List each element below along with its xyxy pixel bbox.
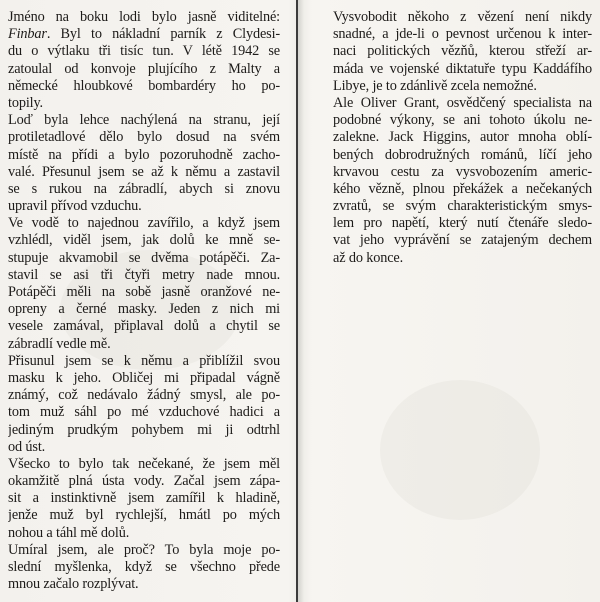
text-line: naci politických vězňů, kterou střeží ar- — [333, 43, 592, 60]
text-line: stavil se asi tři čtyři metry nade mnou. — [8, 266, 280, 283]
text-line: valé. Přesunul jsem se až k němu a zastavil — [8, 163, 280, 180]
text-line: bených dobrodružných románů, líčí jeho — [333, 146, 592, 163]
text-line: nohou a táhl mě dolů. — [8, 524, 130, 541]
text-line: zalekne. Jack Higgins, autor mnoha oblí- — [333, 129, 592, 146]
text-line: mnou začalo rozplývat. — [8, 576, 139, 593]
text-line: německé hloubkové bombardéry ho po- — [8, 77, 280, 94]
text-line: stupuje akvamobil se dvěma potápěči. Za- — [8, 249, 280, 266]
text-line: zvratů, se svým charakteristickým smys- — [333, 198, 592, 215]
text-line: od úst. — [8, 438, 46, 455]
text-line: jenže muž byl rychlejší, hmátl po mých — [8, 507, 280, 524]
text-line: kého vězně, plnou překážek a nečekaných — [333, 180, 592, 197]
text-line: Libye, je to zdánlivě zcela nemožné. — [333, 77, 537, 94]
text-line: známý, což nedávalo žádný smysl, ale po- — [8, 387, 280, 404]
text-line: du o výtlaku tři tisíc tun. V létě 1942 se — [8, 43, 280, 60]
paper-stain — [380, 380, 540, 520]
left-page-text — [8, 9, 280, 593]
text-line: Všecko to bylo tak nečekané, že jsem měl — [8, 455, 280, 472]
text-line: Umíral jsem, ale proč? To byla moje po- — [8, 541, 280, 558]
text-line: lem pro napětí, který nutí čtenáře sledo- — [333, 215, 592, 232]
text-line: sit a instinktivně jsem zamířil k hladině, — [8, 490, 280, 507]
text-line: Vysvobodit někoho z vězení není nikdy — [333, 9, 592, 25]
text-line: vat jeho vyprávění se zatajeným dechem — [333, 232, 592, 249]
text-line: jediným prudkým pohybem mi ji odtrhl — [8, 421, 280, 438]
text-line: opreny a černé masky. Jeden z nich mi — [8, 301, 280, 318]
page-fold-shadow — [298, 0, 304, 602]
text-line: se s rukou na zábradlí, abych si znovu — [8, 180, 280, 197]
text-line: Potápěči měli na sobě jasně oranžové ne- — [8, 284, 280, 300]
text-line: zábradlí vedle mě. — [8, 335, 111, 352]
text-line: vesele zamával, připlaval dolů a chytil se — [8, 318, 280, 335]
text-line: protiletadlové dělo bylo dosud na svém — [8, 129, 280, 146]
text-line: vzhlédl, viděl jsem, jak dolů ke mně se- — [8, 232, 280, 249]
text-line: Přisunul jsem se k němu a přiblížil svou — [8, 352, 280, 369]
text-line: podobné výkony, se ani tohoto úkolu ne- — [333, 112, 592, 129]
text-line: Finbar. Byl to nákladní parník z Clydesi- — [8, 26, 280, 43]
text-line: místě na přídi a bylo pozoruhodně zacho- — [8, 146, 280, 163]
text-line: masku k jeho. Obličej mi připadal vágně — [8, 369, 280, 386]
text-line: máda ve vojenské diktatuře typu Kaddáfího — [333, 60, 592, 77]
right-page-text — [333, 9, 592, 267]
text-line: až do konce. — [333, 249, 404, 266]
text-line: Ve vodě to najednou zavířilo, a když jsem — [8, 215, 280, 232]
text-line: Loď byla lehce nachýlená na stranu, její — [8, 112, 280, 129]
text-line: krvavou cestu za vysvobozením americ- — [333, 163, 592, 180]
text-line: snadné, a jde-li o pevnost určenou k inter- — [333, 26, 592, 43]
text-line: topily. — [8, 94, 43, 111]
text-line: tom muž sáhl po mé vzduchové hadici a — [8, 404, 280, 421]
text-line: okamžitě plná ústa vody. Začal jsem zápa- — [8, 473, 280, 490]
text-line: slední myšlenka, když se všechno přede — [8, 559, 280, 575]
text-line: Jméno na boku lodi bylo jasně viditelné: — [8, 9, 280, 25]
text-line: upravil přívod vzduchu. — [8, 198, 142, 215]
text-line: zatoulal od konvoje plujícího z Malty a — [8, 60, 280, 77]
text-line: Ale Oliver Grant, osvědčený specialista na — [333, 94, 592, 111]
